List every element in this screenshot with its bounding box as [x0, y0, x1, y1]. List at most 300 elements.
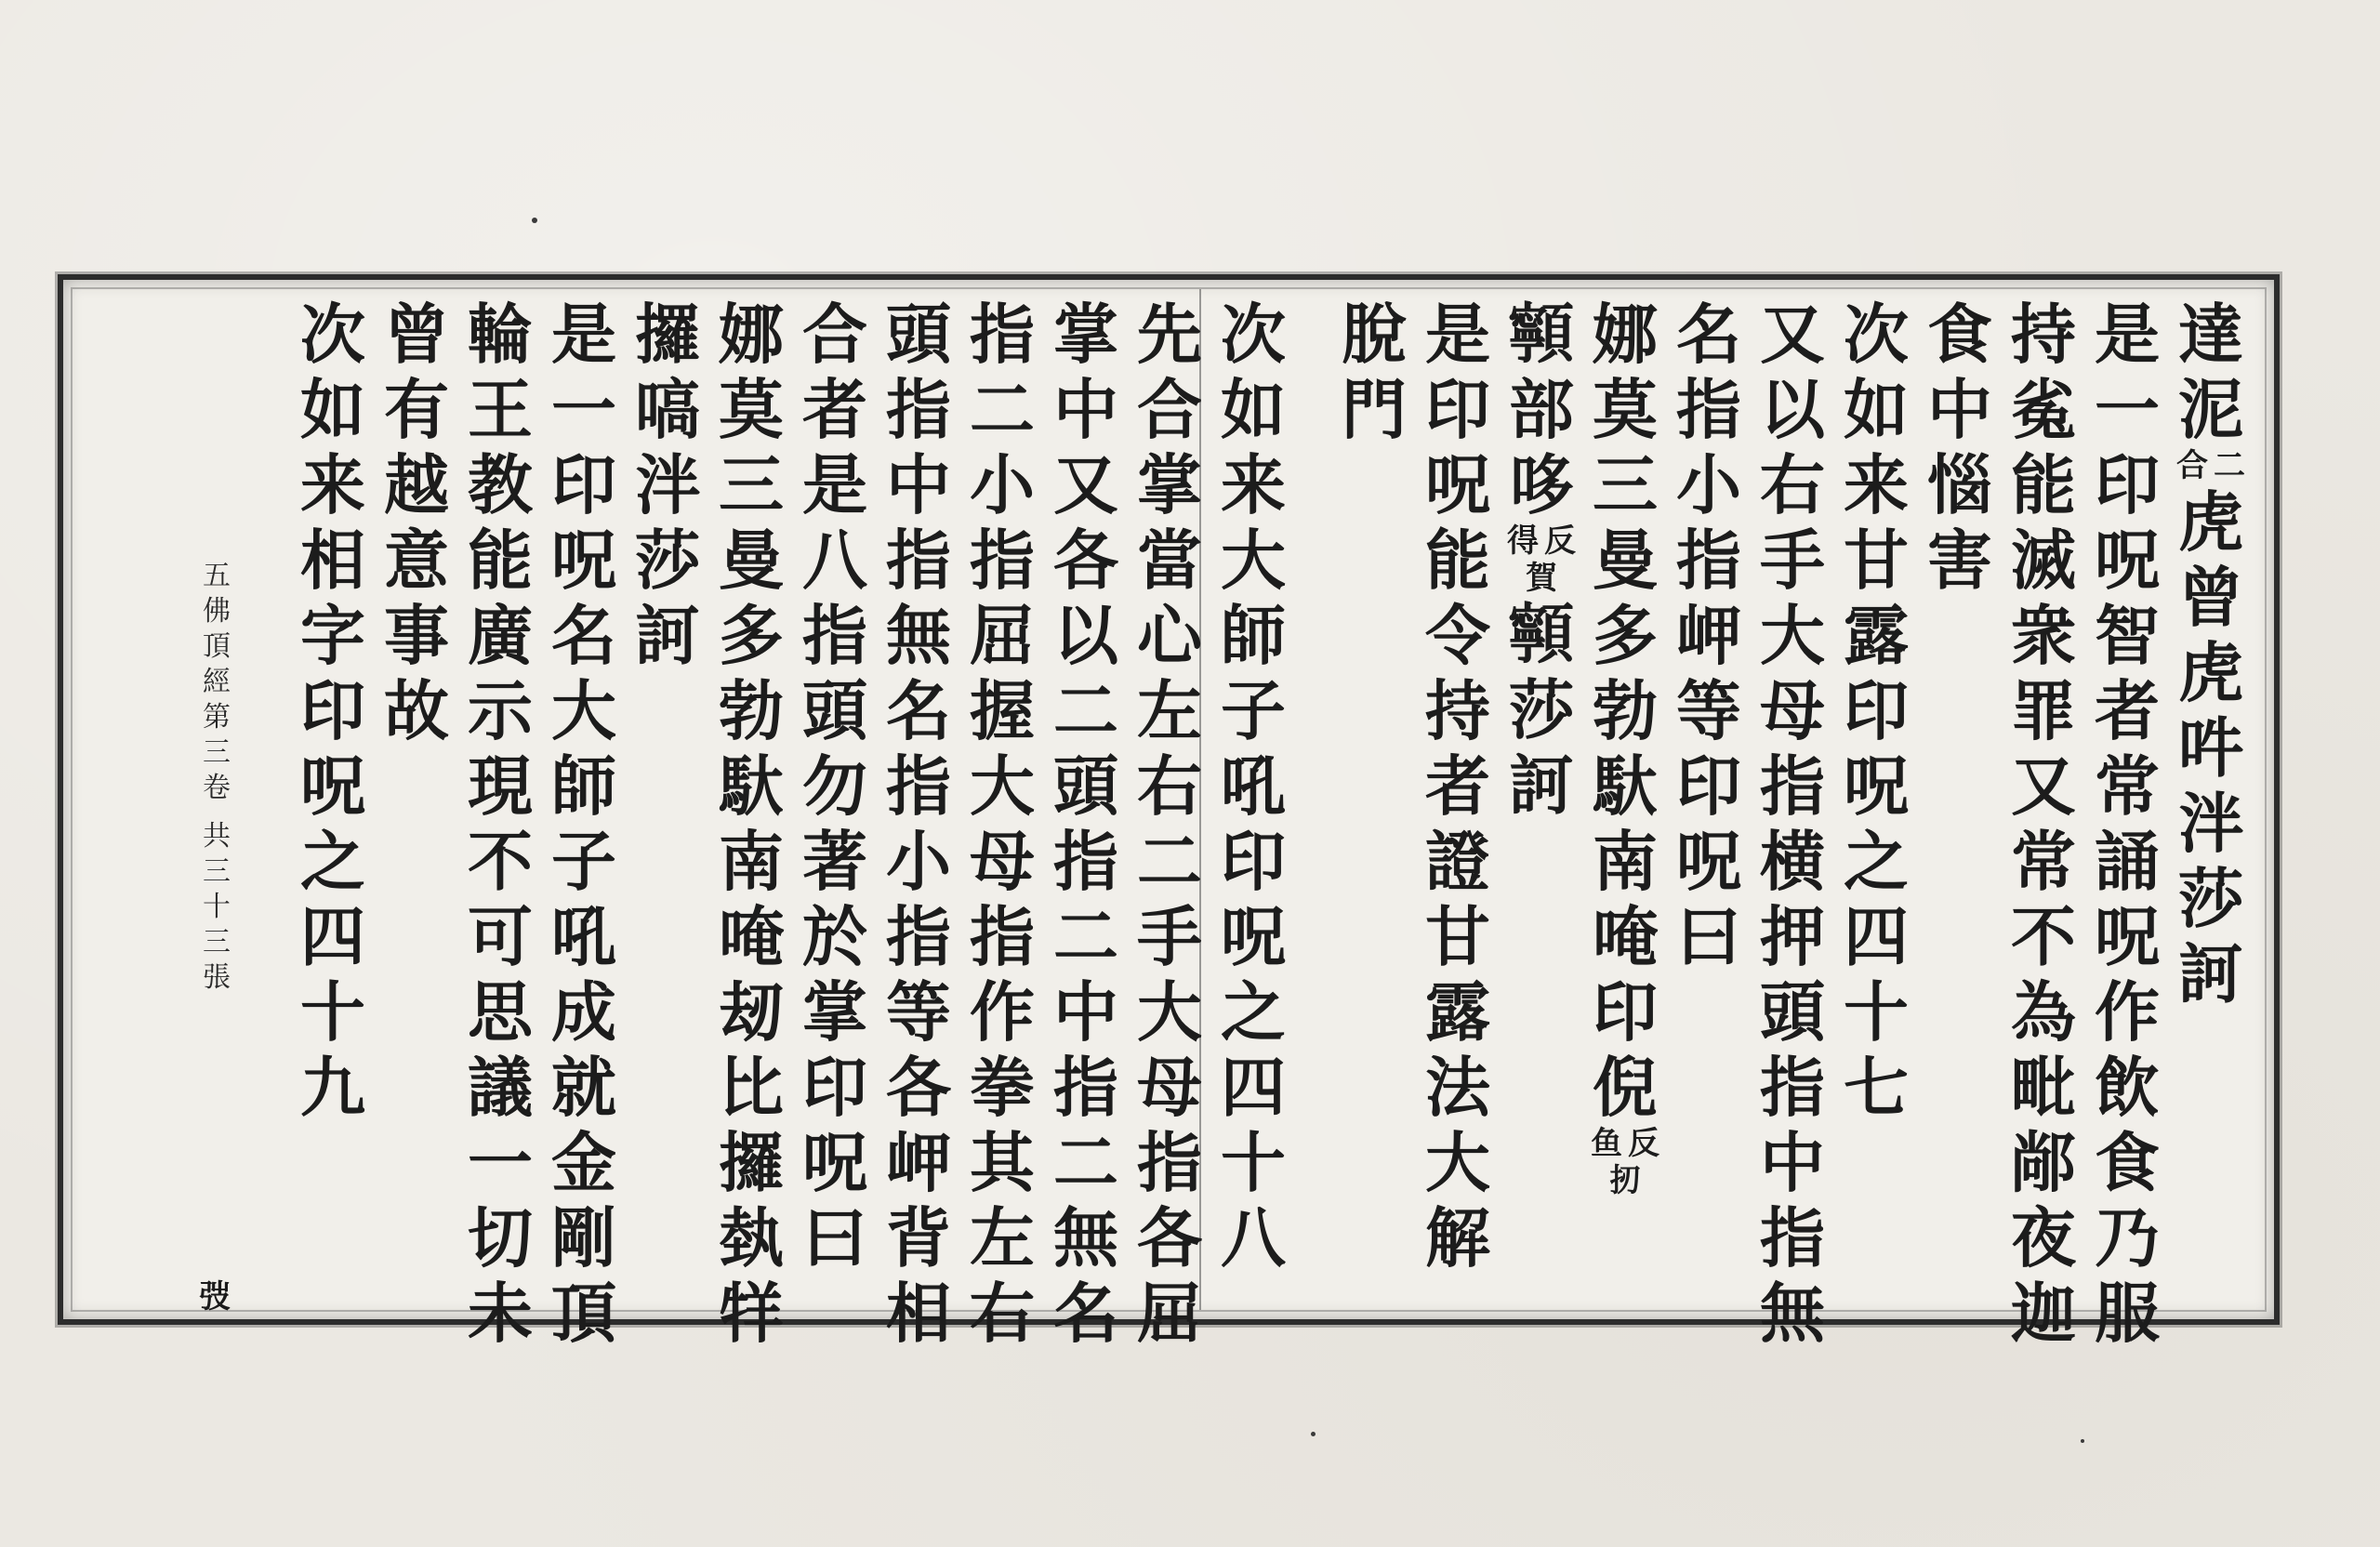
glyph: 来	[300, 446, 365, 523]
glyph: 背	[886, 1199, 951, 1276]
glyph: 名	[886, 672, 951, 749]
glyph: 虎	[2178, 634, 2243, 711]
note-glyph: 合	[2176, 447, 2208, 484]
glyph: 小	[970, 446, 1035, 523]
margin-glyph: 張	[203, 961, 231, 994]
glyph: 子	[551, 823, 616, 900]
column-text	[881, 297, 956, 1351]
text-column	[2090, 297, 2164, 1351]
glyph: 訶	[2178, 935, 2243, 1012]
glyph: 露	[1425, 973, 1490, 1051]
margin-glyph: 十	[203, 891, 231, 923]
text-column	[1923, 297, 1997, 598]
glyph: 以	[1760, 371, 1825, 448]
glyph: 之	[1844, 823, 1909, 900]
glyph: 一	[2095, 371, 2160, 448]
column-text	[1216, 297, 1290, 1276]
glyph: 毗	[2011, 1049, 2076, 1126]
glyph: 吼	[551, 898, 616, 975]
glyph: 屈	[1137, 1275, 1202, 1352]
glyph: 意	[384, 522, 449, 599]
interlinear-note	[2174, 447, 2248, 484]
column-text	[965, 297, 1039, 1351]
glyph: 二	[1053, 898, 1118, 975]
text-column	[2174, 297, 2248, 1012]
text-column	[714, 297, 788, 1351]
column-text	[630, 297, 705, 673]
glyph: 大	[551, 672, 616, 749]
glyph: 迦	[2011, 1275, 2076, 1352]
glyph: 㝹	[2011, 371, 2076, 448]
glyph: 甘	[1425, 898, 1490, 975]
glyph: 馱	[719, 747, 784, 825]
glyph: 頭	[802, 672, 867, 749]
glyph: 勃	[719, 672, 784, 749]
glyph: 二	[1137, 823, 1202, 900]
glyph: 南	[1593, 823, 1658, 900]
glyph: 訶	[1509, 747, 1574, 824]
glyph: 刼	[719, 973, 784, 1051]
glyph: 是	[551, 296, 616, 373]
glyph: 南	[719, 823, 784, 900]
column-text	[2006, 297, 2081, 1351]
column-text	[1504, 597, 1579, 823]
glyph: 示	[468, 672, 533, 749]
glyph: 露	[1844, 597, 1909, 674]
column-text	[1923, 297, 1997, 598]
glyph: 滅	[2011, 522, 2076, 599]
interlinear-note	[1504, 522, 1579, 597]
text-column	[379, 297, 454, 748]
text-column	[798, 297, 872, 1276]
glyph: 可	[468, 898, 533, 975]
glyph: 指	[970, 296, 1035, 373]
glyph: 金	[551, 1124, 616, 1201]
ink-speck	[2081, 1439, 2084, 1443]
glyph: 輪	[468, 296, 533, 373]
glyph: 不	[468, 823, 533, 900]
glyph: 横	[1760, 823, 1825, 900]
glyph: 著	[802, 823, 867, 900]
glyph: 十	[1844, 973, 1909, 1051]
glyph: 師	[551, 747, 616, 825]
glyph: 相	[300, 522, 365, 599]
glyph: 中	[1053, 973, 1118, 1051]
glyph: 印	[1425, 371, 1490, 448]
glyph: 掌	[1137, 446, 1202, 523]
column-text	[1839, 297, 1913, 1125]
glyph: 四	[1221, 1049, 1286, 1126]
glyph: 指	[886, 898, 951, 975]
glyph: 嗃	[635, 371, 700, 448]
interlinear-note	[1588, 1125, 1662, 1199]
glyph: 門	[1342, 371, 1407, 448]
glyph: 呪	[300, 747, 365, 825]
text-column	[881, 297, 956, 1351]
glyph: 當	[1137, 522, 1202, 599]
glyph: 者	[1425, 747, 1490, 825]
glyph: 名	[1676, 296, 1741, 373]
glyph: 呪	[1844, 747, 1909, 825]
glyph: 手	[1760, 522, 1825, 599]
glyph: 如	[1221, 371, 1286, 448]
glyph: 埶	[719, 1199, 784, 1276]
glyph: 三	[1593, 446, 1658, 523]
glyph: 曾	[384, 296, 449, 373]
note-glyph: 鱼	[1591, 1125, 1622, 1162]
glyph: 攞	[719, 1124, 784, 1201]
glyph: 等	[1676, 672, 1741, 749]
glyph: 指	[802, 597, 867, 674]
column-text	[1337, 297, 1411, 447]
glyph: 乃	[2095, 1199, 2160, 1276]
text-column	[1216, 297, 1290, 1276]
glyph: 各	[1053, 522, 1118, 599]
glyph: 呪	[1425, 446, 1490, 523]
glyph: 頭	[1053, 747, 1118, 825]
glyph: 是	[2095, 296, 2160, 373]
glyph: 名	[1053, 1275, 1118, 1352]
glyph: 曰	[1676, 898, 1741, 975]
glyph: 指	[970, 898, 1035, 975]
glyph: 常	[2011, 823, 2076, 900]
margin-glyph: 佛	[203, 595, 231, 628]
glyph: 誦	[2095, 823, 2160, 900]
glyph: 指	[886, 371, 951, 448]
ink-speck	[532, 218, 537, 223]
glyph: 七	[1844, 1049, 1909, 1126]
margin-glyph: 經	[203, 666, 231, 698]
glyph: 名	[551, 597, 616, 674]
glyph: 字	[300, 597, 365, 674]
glyph: 大	[970, 747, 1035, 825]
margin-glyph: 三	[203, 736, 231, 769]
margin-glyph: 卷	[203, 772, 231, 804]
glyph: 大	[1137, 973, 1202, 1051]
glyph: 達	[2178, 296, 2243, 373]
glyph: 以	[1053, 597, 1118, 674]
glyph: 中	[1927, 371, 1992, 448]
glyph: 指	[886, 522, 951, 599]
glyph: 𩕳	[1509, 296, 1574, 373]
text-column	[1588, 297, 1662, 1199]
glyph: 食	[2095, 1124, 2160, 1201]
glyph: 不	[2011, 898, 2076, 975]
glyph: 者	[802, 371, 867, 448]
glyph: 小	[1676, 446, 1741, 523]
glyph: 印	[1593, 973, 1658, 1051]
glyph: 中	[1053, 371, 1118, 448]
glyph: 莫	[719, 371, 784, 448]
glyph: 二	[1053, 672, 1118, 749]
glyph: 如	[1844, 371, 1909, 448]
glyph: 切	[468, 1199, 533, 1276]
glyph: 握	[970, 672, 1035, 749]
column-text	[379, 297, 454, 748]
column-text	[2174, 484, 2248, 1012]
glyph: 中	[886, 446, 951, 523]
glyph: 母	[970, 823, 1035, 900]
glyph: 曾	[2178, 559, 2243, 636]
glyph: 十	[1221, 1124, 1286, 1201]
glyph: 呪	[2095, 522, 2160, 599]
glyph: 議	[468, 1049, 533, 1126]
glyph: 夜	[2011, 1199, 2076, 1276]
glyph: 越	[384, 446, 449, 523]
glyph: 能	[2011, 446, 2076, 523]
ink-speck	[1311, 1432, 1316, 1436]
glyph: 二	[970, 371, 1035, 448]
glyph: 又	[1053, 446, 1118, 523]
glyph: 十	[300, 973, 365, 1051]
glyph: 者	[2095, 672, 2160, 749]
glyph: 惱	[1927, 446, 1992, 523]
glyph: 𩕳	[1509, 596, 1574, 673]
glyph: 押	[1760, 898, 1825, 975]
glyph: 小	[886, 823, 951, 900]
glyph: 大	[1425, 1124, 1490, 1201]
glyph: 之	[300, 823, 365, 900]
glyph: 右	[1760, 446, 1825, 523]
glyph: 岬	[1676, 597, 1741, 674]
column-text	[2090, 297, 2164, 1351]
glyph: 飲	[2095, 1049, 2160, 1126]
glyph: 有	[384, 371, 449, 448]
glyph: 害	[1927, 522, 1992, 599]
text-column	[2006, 297, 2081, 1351]
glyph: 食	[1927, 296, 1992, 373]
glyph: 又	[1760, 296, 1825, 373]
glyph: 䍧	[719, 1275, 784, 1352]
margin-glyph: 三	[203, 926, 231, 959]
column-text	[1132, 297, 1207, 1351]
glyph: 莎	[1509, 671, 1574, 748]
column-text	[296, 297, 370, 1125]
glyph: 泥	[2178, 371, 2243, 448]
glyph: 次	[300, 296, 365, 373]
glyph: 是	[802, 446, 867, 523]
glyph: 次	[1221, 296, 1286, 373]
margin-page-number	[198, 819, 235, 996]
glyph: 多	[719, 597, 784, 674]
text-column	[1672, 297, 1746, 974]
margin-glyph: 五	[203, 560, 231, 592]
glyph: 智	[2095, 597, 2160, 674]
glyph: 指	[970, 522, 1035, 599]
text-column	[1504, 297, 1579, 823]
glyph: 三	[719, 446, 784, 523]
glyph: 印	[1844, 672, 1909, 749]
glyph: 娜	[1593, 296, 1658, 373]
glyph: 一	[468, 1124, 533, 1201]
glyph: 攞	[635, 296, 700, 373]
glyph: 指	[1676, 371, 1741, 448]
glyph: 掌	[1053, 296, 1118, 373]
glyph: 印	[551, 446, 616, 523]
glyph: 来	[1221, 446, 1286, 523]
glyph: 掌	[802, 973, 867, 1051]
note-glyph: 扨	[1609, 1162, 1641, 1199]
glyph: 母	[1760, 672, 1825, 749]
glyph: 指	[886, 747, 951, 825]
glyph: 唵	[1593, 898, 1658, 975]
text-column	[547, 297, 621, 1351]
glyph: 倪	[1593, 1049, 1658, 1126]
glyph: 手	[1137, 898, 1202, 975]
glyph: 如	[300, 371, 365, 448]
glyph: 印	[1221, 823, 1286, 900]
glyph: 廣	[468, 597, 533, 674]
glyph: 作	[970, 973, 1035, 1051]
note-glyph: 二	[2214, 447, 2245, 484]
glyph: 右	[970, 1275, 1035, 1352]
glyph: 各	[1137, 1199, 1202, 1276]
text-column	[463, 297, 537, 1351]
glyph: 思	[468, 973, 533, 1051]
glyph: 解	[1425, 1199, 1490, 1276]
glyph: 其	[970, 1124, 1035, 1201]
glyph: 虎	[2178, 483, 2243, 561]
glyph: 印	[2095, 446, 2160, 523]
glyph: 四	[1844, 898, 1909, 975]
glyph: 合	[1137, 371, 1202, 448]
text-column	[296, 297, 370, 1125]
glyph: 吼	[1221, 747, 1286, 825]
glyph: 比	[719, 1049, 784, 1126]
glyph: 唵	[719, 898, 784, 975]
glyph: 相	[886, 1275, 951, 1352]
glyph: 法	[1425, 1049, 1490, 1126]
text-column	[1839, 297, 1913, 1125]
glyph: 是	[1425, 296, 1490, 373]
column-text	[1672, 297, 1746, 974]
glyph: 吽	[2178, 709, 2243, 787]
glyph: 無	[1053, 1199, 1118, 1276]
column-text	[1049, 297, 1123, 1351]
column-text	[798, 297, 872, 1276]
text-column	[1132, 297, 1207, 1351]
glyph: 莫	[1593, 371, 1658, 448]
glyph: 常	[2095, 747, 2160, 825]
glyph: 脫	[1342, 296, 1407, 373]
seal-mark: 弢	[199, 1278, 231, 1316]
printed-woodblock-page	[58, 274, 2280, 1352]
column-text	[1755, 297, 1830, 1351]
glyph: 大	[1221, 522, 1286, 599]
glyph: 心	[1137, 597, 1202, 674]
glyph: 能	[468, 522, 533, 599]
glyph: 呪	[802, 1124, 867, 1201]
glyph: 成	[551, 973, 616, 1051]
glyph: 之	[1221, 973, 1286, 1051]
column-text	[1421, 297, 1495, 1276]
text-column	[1421, 297, 1495, 1276]
glyph: 又	[2011, 747, 2076, 825]
glyph: 二	[1053, 1124, 1118, 1201]
glyph: 無	[1760, 1275, 1825, 1352]
margin-glyph: 共	[203, 820, 231, 853]
glyph: 莎	[635, 522, 700, 599]
column-text	[1504, 297, 1579, 522]
glyph: 四	[300, 898, 365, 975]
glyph: 訶	[635, 597, 700, 674]
glyph: 娜	[719, 296, 784, 373]
glyph: 中	[1760, 1124, 1825, 1201]
glyph: 八	[802, 522, 867, 599]
note-glyph: 得	[1507, 522, 1539, 560]
column-text	[2174, 297, 2248, 447]
glyph: 拳	[970, 1049, 1035, 1126]
glyph: 持	[1425, 672, 1490, 749]
glyph: 先	[1137, 296, 1202, 373]
glyph: 師	[1221, 597, 1286, 674]
glyph: 無	[886, 597, 951, 674]
glyph: 證	[1425, 823, 1490, 900]
glyph: 等	[886, 973, 951, 1051]
glyph: 事	[384, 597, 449, 674]
glyph: 指	[1760, 1199, 1825, 1276]
column-text	[463, 297, 537, 1351]
glyph: 呪	[2095, 898, 2160, 975]
glyph: 頭	[1760, 973, 1825, 1051]
glyph: 印	[802, 1049, 867, 1126]
glyph: 曰	[802, 1199, 867, 1276]
glyph: 印	[1676, 747, 1741, 825]
text-column	[965, 297, 1039, 1351]
column-text	[1588, 974, 1662, 1125]
margin-glyph: 第	[203, 701, 231, 734]
text-column	[1755, 297, 1830, 1351]
glyph: 右	[1137, 747, 1202, 825]
glyph: 服	[2095, 1275, 2160, 1352]
glyph: 曼	[1593, 522, 1658, 599]
glyph: 呪	[551, 522, 616, 599]
glyph: 為	[2011, 973, 2076, 1051]
glyph: 令	[1425, 597, 1490, 674]
glyph: 各	[886, 1049, 951, 1126]
glyph: 一	[551, 371, 616, 448]
glyph: 指	[1137, 1124, 1202, 1201]
glyph: 指	[1053, 823, 1118, 900]
glyph: 現	[468, 747, 533, 825]
glyph: 衆	[2011, 597, 2076, 674]
glyph: 多	[1593, 597, 1658, 674]
glyph: 作	[2095, 973, 2160, 1051]
glyph: 頭	[886, 296, 951, 373]
glyph: 王	[468, 371, 533, 448]
margin-glyph: 頂	[203, 630, 231, 663]
glyph: 勃	[1593, 672, 1658, 749]
text-column	[1049, 297, 1123, 1351]
glyph: 莎	[2178, 860, 2243, 937]
glyph: 頂	[551, 1275, 616, 1352]
glyph: 泮	[2178, 785, 2243, 862]
glyph: 来	[1844, 446, 1909, 523]
glyph: 教	[468, 446, 533, 523]
glyph: 指	[1676, 522, 1741, 599]
glyph: 指	[1053, 1049, 1118, 1126]
note-glyph: 反	[1628, 1125, 1659, 1162]
glyph: 大	[1760, 597, 1825, 674]
glyph: 䣊	[2011, 1124, 2076, 1201]
glyph: 故	[384, 672, 449, 749]
glyph: 子	[1221, 672, 1286, 749]
text-column	[1337, 297, 1411, 447]
note-glyph: 賀	[1526, 560, 1557, 597]
glyph: 八	[1221, 1199, 1286, 1276]
glyph: 罪	[2011, 672, 2076, 749]
glyph: 左	[1137, 672, 1202, 749]
